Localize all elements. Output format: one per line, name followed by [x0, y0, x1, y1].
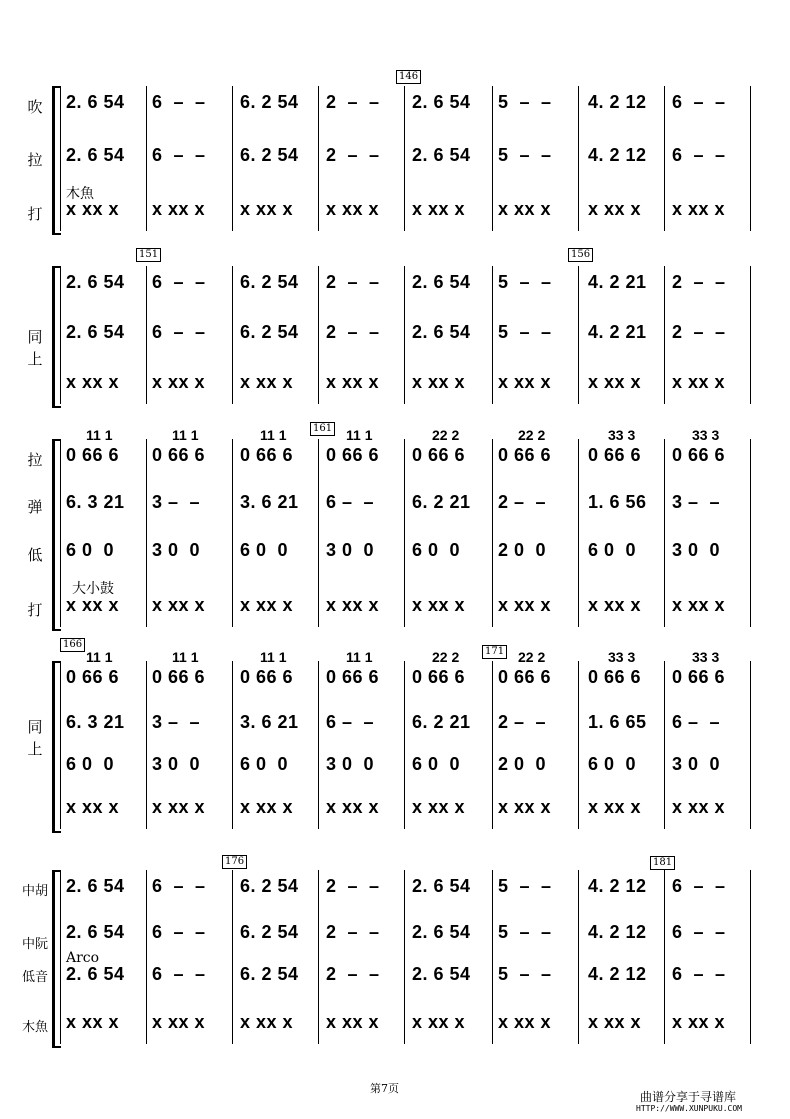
barline: [492, 870, 493, 1044]
measure-notes: 2. 6 54: [412, 145, 471, 165]
measure-notes: x xx x: [498, 797, 552, 817]
instrument-label: 打: [27, 601, 43, 619]
measure-notes: 3 – –: [152, 492, 201, 512]
measure-notes: 0 66 6: [588, 667, 642, 687]
barline: [146, 661, 147, 829]
upper-note: 11 1: [260, 649, 287, 665]
barline: [664, 439, 665, 627]
measure-notes: 3 0 0: [672, 540, 721, 560]
measure-notes: x xx x: [326, 372, 380, 392]
upper-note: 33 3: [608, 427, 636, 443]
measure-notes: 4. 2 12: [588, 92, 647, 112]
measure-notes: 6 – –: [326, 712, 375, 732]
measure-notes: x xx x: [588, 372, 642, 392]
measure-notes: 3 – –: [672, 492, 721, 512]
measure-notes: 6. 2 54: [240, 272, 299, 292]
measure-notes: 2 – –: [326, 322, 380, 342]
measure-notes: 2 – –: [326, 92, 380, 112]
measure-notes: x xx x: [672, 1012, 726, 1032]
system-bracket-inner: [60, 661, 61, 829]
measure-notes: x xx x: [588, 199, 642, 219]
site-credit: 曲谱分享于寻谱库: [640, 1090, 737, 1104]
measure-notes: 6 – –: [326, 492, 375, 512]
measure-notes: x xx x: [412, 199, 466, 219]
measure-number: 161: [310, 422, 335, 436]
measure-notes: 6. 2 54: [240, 964, 299, 984]
system-end-barline: [750, 86, 751, 231]
measure-notes: 6. 2 54: [240, 876, 299, 896]
measure-notes: 3 0 0: [326, 540, 375, 560]
measure-number: 176: [222, 855, 247, 869]
instrument-label: 上: [27, 740, 43, 758]
barline: [578, 439, 579, 627]
measure-notes: x xx x: [240, 1012, 294, 1032]
barline: [146, 86, 147, 231]
measure-notes: 6 – –: [672, 712, 721, 732]
barline: [578, 86, 579, 231]
barline: [318, 870, 319, 1044]
measure-notes: x xx x: [326, 199, 380, 219]
measure-notes: x xx x: [240, 199, 294, 219]
measure-notes: 6 0 0: [66, 754, 115, 774]
measure-notes: x xx x: [326, 595, 380, 615]
barline: [404, 266, 405, 404]
system-bracket-inner: [60, 86, 61, 231]
measure-number: 166: [60, 638, 85, 652]
upper-note: 11 1: [86, 427, 113, 443]
measure-notes: 2. 6 54: [66, 272, 125, 292]
upper-note: 11 1: [172, 427, 199, 443]
barline: [578, 870, 579, 1044]
barline: [664, 661, 665, 829]
upper-note: 22 2: [518, 649, 546, 665]
measure-notes: 6. 2 54: [240, 145, 299, 165]
measure-notes: x xx x: [498, 199, 552, 219]
measure-notes: 0 66 6: [672, 667, 726, 687]
upper-note: 33 3: [608, 649, 636, 665]
measure-notes: x xx x: [240, 372, 294, 392]
measure-notes: 6 0 0: [588, 754, 637, 774]
measure-notes: 2. 6 54: [412, 92, 471, 112]
measure-notes: x xx x: [412, 595, 466, 615]
instrument-label: 打: [27, 205, 43, 223]
measure-number: 151: [136, 248, 161, 262]
measure-notes: 3 – –: [152, 712, 201, 732]
measure-notes: 6 – –: [672, 876, 726, 896]
measure-notes: 6 0 0: [588, 540, 637, 560]
measure-notes: x xx x: [672, 595, 726, 615]
measure-notes: 2 – –: [498, 492, 547, 512]
measure-notes: 2. 6 54: [412, 272, 471, 292]
measure-notes: x xx x: [326, 797, 380, 817]
barline: [404, 661, 405, 829]
measure-notes: 6 – –: [152, 964, 206, 984]
measure-notes: 2. 6 54: [66, 922, 125, 942]
measure-notes: 5 – –: [498, 876, 552, 896]
measure-notes: 5 – –: [498, 145, 552, 165]
measure-notes: 6 – –: [672, 145, 726, 165]
measure-notes: 0 66 6: [240, 667, 294, 687]
measure-notes: 0 66 6: [588, 445, 642, 465]
measure-notes: 2. 6 54: [412, 964, 471, 984]
measure-notes: x xx x: [66, 199, 120, 219]
measure-notes: 5 – –: [498, 964, 552, 984]
barline: [492, 86, 493, 231]
instrument-label: 同: [27, 718, 43, 736]
instrument-label: 拉: [27, 151, 43, 169]
measure-notes: 0 66 6: [326, 445, 380, 465]
measure-notes: 6 – –: [152, 922, 206, 942]
measure-notes: 6 0 0: [412, 540, 461, 560]
upper-note: 11 1: [172, 649, 199, 665]
system-end-barline: [750, 870, 751, 1044]
upper-note: 11 1: [86, 649, 113, 665]
barline: [664, 266, 665, 404]
measure-notes: x xx x: [498, 1012, 552, 1032]
measure-notes: 5 – –: [498, 922, 552, 942]
measure-notes: 3. 6 21: [240, 492, 299, 512]
measure-notes: 6. 2 54: [240, 922, 299, 942]
instrument-label: 弹: [27, 498, 43, 516]
barline: [232, 266, 233, 404]
measure-notes: x xx x: [152, 797, 206, 817]
system-end-barline: [750, 661, 751, 829]
score-annotation: 大小鼓: [72, 581, 114, 597]
measure-notes: 6 – –: [672, 964, 726, 984]
measure-notes: x xx x: [66, 595, 120, 615]
measure-notes: 4. 2 12: [588, 964, 647, 984]
measure-notes: 6. 3 21: [66, 492, 125, 512]
measure-notes: x xx x: [498, 595, 552, 615]
measure-notes: x xx x: [326, 1012, 380, 1032]
barline: [664, 870, 665, 1044]
instrument-label: 木魚: [21, 1020, 48, 1035]
measure-notes: 6 0 0: [240, 754, 289, 774]
measure-notes: 2. 6 54: [412, 876, 471, 896]
measure-notes: 2 – –: [326, 145, 380, 165]
measure-notes: 0 66 6: [152, 445, 206, 465]
measure-notes: 4. 2 12: [588, 145, 647, 165]
measure-notes: x xx x: [152, 372, 206, 392]
measure-notes: 6 – –: [672, 922, 726, 942]
measure-notes: 6 – –: [672, 92, 726, 112]
barline: [232, 661, 233, 829]
measure-notes: 6 – –: [152, 272, 206, 292]
measure-notes: 2. 6 54: [412, 322, 471, 342]
measure-notes: 4. 2 12: [588, 922, 647, 942]
barline: [318, 661, 319, 829]
measure-notes: 2. 6 54: [66, 964, 125, 984]
barline: [664, 86, 665, 231]
barline: [404, 439, 405, 627]
measure-notes: x xx x: [412, 1012, 466, 1032]
measure-notes: 2 – –: [326, 922, 380, 942]
score-annotation: 木魚: [66, 186, 94, 202]
measure-notes: 6. 2 21: [412, 492, 471, 512]
measure-notes: 2 – –: [498, 712, 547, 732]
measure-notes: x xx x: [66, 372, 120, 392]
system-bracket-inner: [60, 266, 61, 404]
measure-notes: 6. 3 21: [66, 712, 125, 732]
measure-number: 156: [568, 248, 593, 262]
measure-notes: 2 0 0: [498, 540, 547, 560]
instrument-label: 低: [27, 546, 43, 564]
measure-notes: 6 – –: [152, 92, 206, 112]
instrument-label: 中胡: [21, 884, 48, 899]
measure-number: 146: [396, 70, 421, 84]
page-number: 第7页: [370, 1082, 399, 1095]
measure-notes: 1. 6 56: [588, 492, 647, 512]
measure-notes: 2 – –: [326, 876, 380, 896]
measure-notes: x xx x: [152, 1012, 206, 1032]
measure-notes: 0 66 6: [66, 667, 120, 687]
measure-notes: x xx x: [412, 797, 466, 817]
measure-notes: 2 – –: [326, 272, 380, 292]
measure-notes: 6. 2 21: [412, 712, 471, 732]
measure-notes: x xx x: [672, 797, 726, 817]
upper-note: 11 1: [346, 427, 373, 443]
barline: [232, 870, 233, 1044]
measure-notes: 3 0 0: [152, 754, 201, 774]
upper-note: 11 1: [260, 427, 287, 443]
instrument-label: 同: [27, 328, 43, 346]
measure-notes: 6 – –: [152, 145, 206, 165]
system-end-barline: [750, 439, 751, 627]
measure-notes: 0 66 6: [672, 445, 726, 465]
measure-notes: 2. 6 54: [66, 145, 125, 165]
measure-notes: x xx x: [588, 595, 642, 615]
measure-notes: x xx x: [152, 595, 206, 615]
upper-note: 22 2: [518, 427, 546, 443]
barline: [146, 266, 147, 404]
measure-notes: 6 – –: [152, 322, 206, 342]
measure-notes: 0 66 6: [498, 667, 552, 687]
barline: [146, 870, 147, 1044]
measure-notes: 0 66 6: [412, 445, 466, 465]
measure-notes: 2 0 0: [498, 754, 547, 774]
barline: [318, 439, 319, 627]
measure-notes: 5 – –: [498, 92, 552, 112]
measure-notes: x xx x: [498, 372, 552, 392]
measure-notes: 6 – –: [152, 876, 206, 896]
measure-notes: 3 0 0: [326, 754, 375, 774]
barline: [492, 439, 493, 627]
measure-notes: 6 0 0: [240, 540, 289, 560]
measure-notes: 0 66 6: [66, 445, 120, 465]
measure-number: 171: [482, 645, 507, 659]
measure-notes: 6. 2 54: [240, 92, 299, 112]
measure-notes: x xx x: [672, 199, 726, 219]
measure-notes: x xx x: [672, 372, 726, 392]
instrument-label: 上: [27, 350, 43, 368]
instrument-label: 吹: [27, 98, 43, 116]
barline: [492, 266, 493, 404]
measure-notes: x xx x: [240, 797, 294, 817]
measure-notes: 3. 6 21: [240, 712, 299, 732]
measure-notes: 0 66 6: [152, 667, 206, 687]
site-url: HTTP://WWW.XUNPUKU.COM: [636, 1104, 742, 1113]
barline: [492, 661, 493, 829]
instrument-label: 中阮: [21, 937, 48, 952]
measure-notes: x xx x: [588, 797, 642, 817]
upper-note: 33 3: [692, 427, 720, 443]
measure-notes: 5 – –: [498, 272, 552, 292]
barline: [404, 870, 405, 1044]
measure-notes: 4. 2 12: [588, 876, 647, 896]
barline: [578, 266, 579, 404]
measure-notes: 2. 6 54: [412, 922, 471, 942]
barline: [146, 439, 147, 627]
measure-notes: 1. 6 65: [588, 712, 647, 732]
score-annotation: Arco: [66, 950, 100, 966]
barline: [318, 266, 319, 404]
system-end-barline: [750, 266, 751, 404]
measure-notes: x xx x: [240, 595, 294, 615]
upper-note: 22 2: [432, 649, 460, 665]
measure-notes: x xx x: [66, 1012, 120, 1032]
barline: [232, 86, 233, 231]
system-bracket-inner: [60, 870, 61, 1044]
measure-notes: x xx x: [66, 797, 120, 817]
measure-number: 181: [650, 856, 675, 870]
instrument-label: 拉: [27, 451, 43, 469]
barline: [232, 439, 233, 627]
measure-notes: 4. 2 21: [588, 322, 647, 342]
measure-notes: 0 66 6: [498, 445, 552, 465]
upper-note: 22 2: [432, 427, 460, 443]
measure-notes: 6 0 0: [66, 540, 115, 560]
measure-notes: 2. 6 54: [66, 322, 125, 342]
measure-notes: 3 0 0: [152, 540, 201, 560]
measure-notes: 2. 6 54: [66, 92, 125, 112]
measure-notes: 2 – –: [672, 272, 726, 292]
barline: [578, 661, 579, 829]
measure-notes: 6 0 0: [412, 754, 461, 774]
instrument-label: 低音: [21, 970, 48, 985]
upper-note: 11 1: [346, 649, 373, 665]
system-bracket-inner: [60, 439, 61, 627]
measure-notes: x xx x: [412, 372, 466, 392]
measure-notes: x xx x: [152, 199, 206, 219]
measure-notes: 0 66 6: [240, 445, 294, 465]
upper-note: 33 3: [692, 649, 720, 665]
measure-notes: 2. 6 54: [66, 876, 125, 896]
barline: [318, 86, 319, 231]
measure-notes: 6. 2 54: [240, 322, 299, 342]
measure-notes: 3 0 0: [672, 754, 721, 774]
measure-notes: 4. 2 21: [588, 272, 647, 292]
barline: [404, 86, 405, 231]
measure-notes: 5 – –: [498, 322, 552, 342]
measure-notes: 2 – –: [672, 322, 726, 342]
measure-notes: 0 66 6: [412, 667, 466, 687]
measure-notes: 0 66 6: [326, 667, 380, 687]
measure-notes: 2 – –: [326, 964, 380, 984]
measure-notes: x xx x: [588, 1012, 642, 1032]
